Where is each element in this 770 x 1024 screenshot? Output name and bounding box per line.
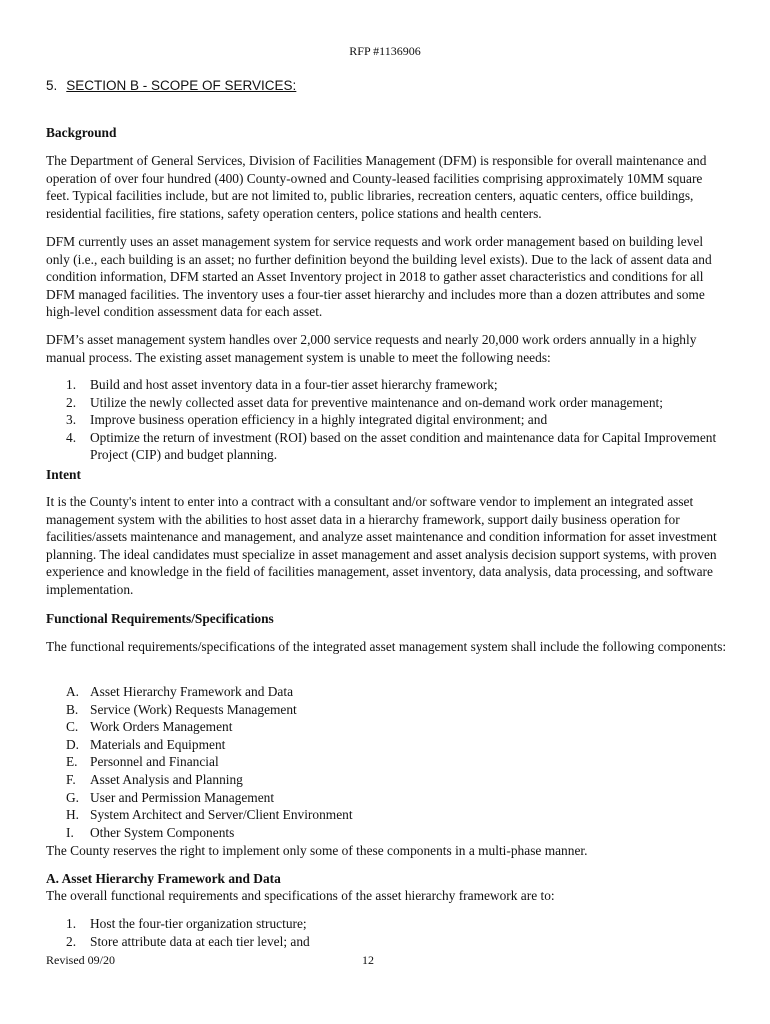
needs-list xyxy=(46,376,728,464)
list-marker: 4. xyxy=(66,429,77,445)
list-marker: 1. xyxy=(66,916,77,931)
intent-p1: It is the County's intent to enter into a contract with a consultant and/or software vendor to implement an integrated asset management system with the abilities to host asset data in a hierarchy framework, support daily business operation for facilities/assets maintenance and management, and analyze asset maintenance and condition information for asset investment planning. The ideal candidates must specialize in asset management and asset analysis decision support systems, with proven experience and knowledge in the field of facilities management, asset inventory, data analysis, data processing, and software implementation. xyxy=(46,494,717,597)
functional-paragraph-2 xyxy=(46,842,728,860)
list-marker: I. xyxy=(66,824,74,840)
list-marker: 2. xyxy=(66,933,77,949)
list-item-text: Optimize the return of investment (ROI) based on the asset condition and maintenance data for Capital Improvement Project (CIP) and budget planning. xyxy=(90,429,717,463)
list-item-text: Build and host asset inventory data in a four-tier asset hierarchy framework; xyxy=(90,377,498,392)
rfp-header: RFP #1136906 xyxy=(349,44,421,58)
section-number: 5. xyxy=(46,78,58,93)
background-heading-block xyxy=(46,124,728,142)
list-item xyxy=(46,394,728,412)
list-marker: B. xyxy=(66,701,79,717)
list-item xyxy=(46,933,728,951)
list-item-text: Improve business operation efficiency in a highly integrated digital environment; and xyxy=(90,412,548,428)
list-item xyxy=(46,915,728,933)
list-item xyxy=(46,411,728,429)
list-item-text: Asset Hierarchy Framework and Data xyxy=(90,684,294,699)
section-title: SECTION B - SCOPE OF SERVICES: xyxy=(66,78,297,93)
list-marker: A. xyxy=(66,684,80,699)
background-paragraph-1 xyxy=(46,152,728,222)
components-list xyxy=(46,683,728,841)
list-marker: C. xyxy=(66,719,79,735)
list-item xyxy=(46,806,728,824)
list-marker: 1. xyxy=(66,377,77,392)
list-item-text: System Architect and Server/Client Environment xyxy=(90,807,353,823)
section-heading xyxy=(46,78,296,93)
list-item xyxy=(46,824,728,842)
asset-hierarchy-list-block xyxy=(46,915,728,950)
list-marker: E. xyxy=(66,754,78,770)
list-item-text: Other System Components xyxy=(90,824,235,840)
background-paragraph-3 xyxy=(46,331,728,366)
asset-hierarchy-heading: A. Asset Hierarchy Framework and Data xyxy=(46,871,281,886)
asset-hierarchy-paragraph xyxy=(46,887,728,905)
list-item-text: Personnel and Financial xyxy=(90,754,219,770)
functional-p2: The County reserves the right to implement only some of these components in a multi-phase manner. xyxy=(46,843,588,858)
background-p1: The Department of General Services, Division of Facilities Management (DFM) is responsible for overall maintenance and operation of over four hundred (400) County-owned and County-leased facilities comprising approximately 10MM square feet. Typical facilities include, but are not limited to, public libraries, recreation centers, aquatic centers, office buildings, residential facilities, fire stations, safety operation centers, police stations and health centers. xyxy=(46,153,707,221)
list-item-text: Service (Work) Requests Management xyxy=(90,701,297,717)
list-marker: H. xyxy=(66,807,80,823)
list-item xyxy=(46,701,728,719)
functional-paragraph-1 xyxy=(46,638,728,656)
list-marker: F. xyxy=(66,771,76,787)
asset-hierarchy-list xyxy=(46,915,728,950)
background-p2: DFM currently uses an asset management system for service requests and work order management based on building level only (i.e., each building is an asset; no further definition beyond the building level exists). Due to the lack of assent data and condition information, DFM started an Asset Inventory project in 2018 to gather asset characteristics and conditions for all DFM managed facilities. The inventory uses a four-tier asset hierarchy and includes more than a dozen attributes and some high-level condition assessment data for each asset. xyxy=(46,234,712,320)
list-item-text: Utilize the newly collected asset data for preventive maintenance and on-demand work order management; xyxy=(90,394,663,410)
list-item-text: Materials and Equipment xyxy=(90,736,226,752)
page-number: 12 xyxy=(362,953,374,967)
background-heading: Background xyxy=(46,125,117,140)
list-item xyxy=(46,376,728,394)
list-item xyxy=(46,771,728,789)
list-marker: G. xyxy=(66,789,80,805)
list-item-text: User and Permission Management xyxy=(90,789,275,805)
intent-paragraph xyxy=(46,493,728,599)
list-marker: 3. xyxy=(66,412,77,428)
functional-heading-block xyxy=(46,610,728,628)
list-item xyxy=(46,789,728,807)
needs-list-block xyxy=(46,376,728,464)
list-marker: D. xyxy=(66,736,80,752)
list-item xyxy=(46,429,728,464)
list-item xyxy=(46,683,728,701)
components-list-block xyxy=(46,683,728,841)
background-paragraph-2 xyxy=(46,233,728,321)
background-p3: DFM’s asset management system handles over 2,000 service requests and nearly 20,000 work orders annually in a highly manual process. The existing asset management system is unable to meet the following needs: xyxy=(46,332,697,365)
asset-hierarchy-heading-block xyxy=(46,870,728,888)
footer-revised: Revised 09/20 xyxy=(46,953,115,967)
list-item-text: Work Orders Management xyxy=(90,719,233,735)
list-item-text: Store attribute data at each tier level; and xyxy=(90,933,310,949)
list-item xyxy=(46,753,728,771)
intent-heading: Intent xyxy=(46,467,81,482)
intent-heading-block xyxy=(46,466,728,484)
list-item-text: Host the four-tier organization structure; xyxy=(90,916,307,931)
list-item xyxy=(46,718,728,736)
functional-p1: The functional requirements/specifications of the integrated asset management system shall include the following components: xyxy=(46,639,727,654)
asset-hierarchy-p1: The overall functional requirements and specifications of the asset hierarchy framework are to: xyxy=(46,888,555,903)
list-item-text: Asset Analysis and Planning xyxy=(90,771,243,787)
list-marker: 2. xyxy=(66,394,77,410)
functional-heading: Functional Requirements/Specifications xyxy=(46,611,274,626)
list-item xyxy=(46,736,728,754)
